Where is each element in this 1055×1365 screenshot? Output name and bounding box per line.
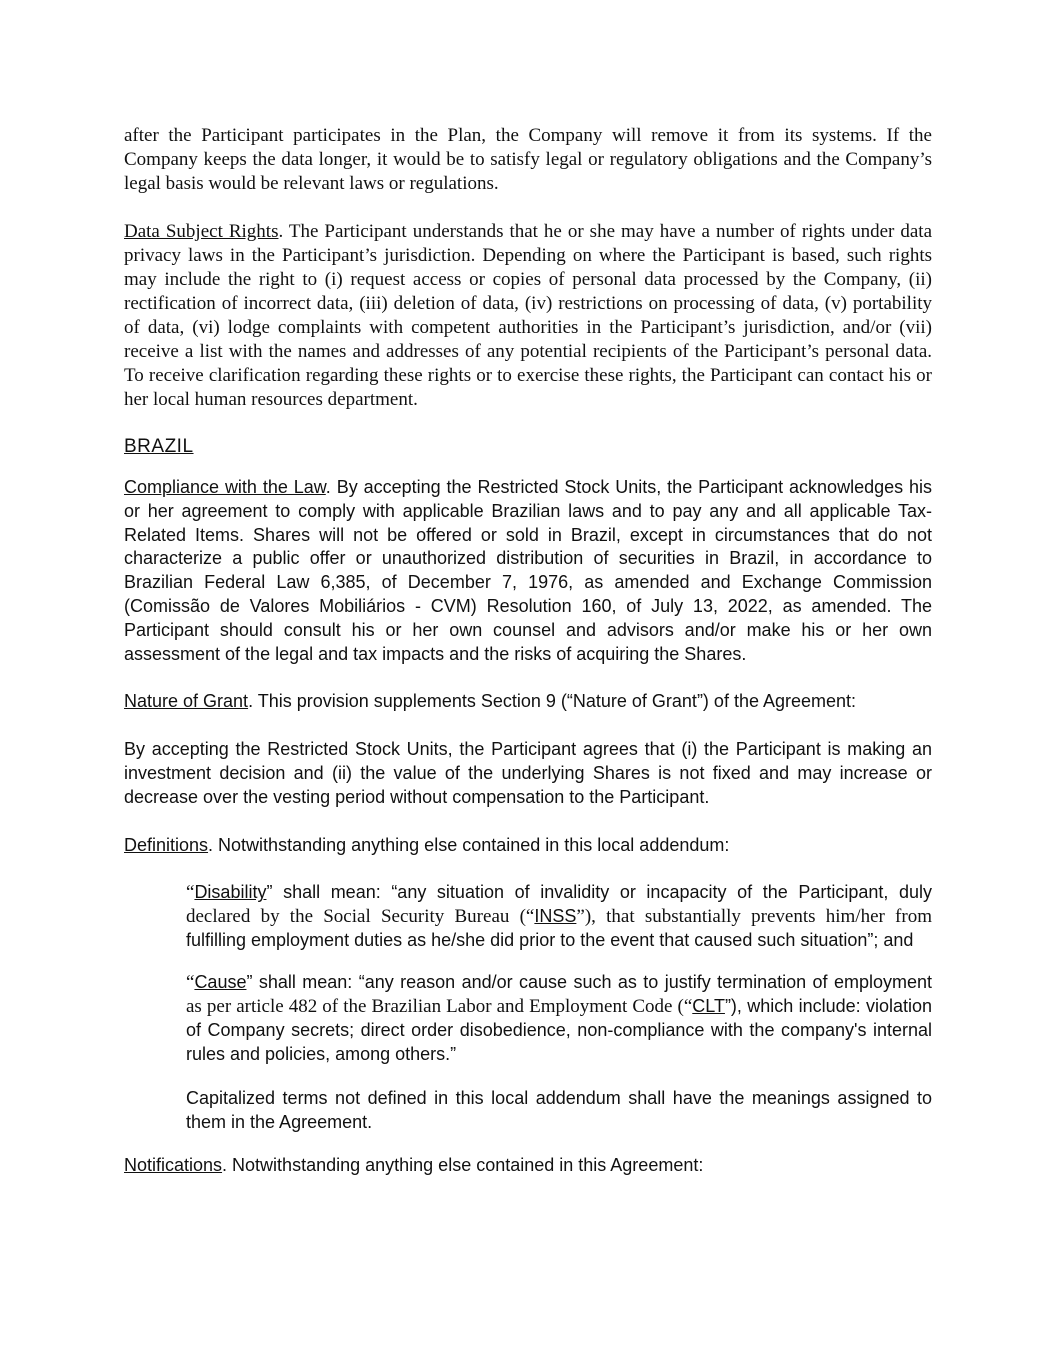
definitions-body: . Notwithstanding anything else contained in this local addendum: bbox=[208, 834, 730, 855]
nature-of-grant-body: . This provision supplements Section 9 (“Nature of Grant”) of the Agreement: bbox=[248, 691, 857, 712]
data-subject-rights-paragraph bbox=[124, 220, 932, 412]
data-subject-rights-title: Data Subject Rights bbox=[124, 221, 279, 242]
cause-part4: violation of Company secrets; direct order disobedience, non-compliance with the company's internal rules and policies, among others.” bbox=[186, 996, 932, 1064]
disability-part1: ” shall mean: “any situation of invalidity or incapacity of the Participant, duly bbox=[266, 882, 932, 903]
definitions-paragraph bbox=[124, 834, 932, 858]
cause-definition bbox=[186, 971, 932, 1067]
disability-part3: ”), that substantially prevents him/her from bbox=[576, 906, 932, 928]
cause-part2: as per article 482 of the Brazilian Labor and Employment Code (“ bbox=[186, 996, 693, 1018]
notifications-title: Notifications bbox=[124, 1155, 223, 1176]
capitalized-terms-paragraph: Capitalized terms not defined in this local addendum shall have the meanings assigned to them in the Agreement. bbox=[186, 1087, 932, 1132]
disability-open-quote: “ bbox=[186, 882, 195, 904]
inss-term: INSS bbox=[534, 906, 577, 927]
disability-part2: declared by the Social Security Bureau (“ bbox=[186, 906, 535, 928]
compliance-title: Compliance with the Law bbox=[124, 477, 326, 497]
investment-paragraph: By accepting the Restricted Stock Units, the Participant agrees that (i) the Participant is making an investment decision and (ii) the value of the underlying Shares is not fixed and may increase or decrease over the vesting period without compensation to the Participant. bbox=[124, 739, 932, 807]
country-heading: BRAZIL bbox=[124, 436, 194, 457]
notifications-body: . Notwithstanding anything else contained in this Agreement: bbox=[222, 1155, 704, 1176]
disability-definition bbox=[186, 881, 932, 953]
notifications-paragraph bbox=[124, 1154, 932, 1178]
cause-part3: ”), which include: bbox=[724, 996, 861, 1017]
compliance-paragraph bbox=[124, 476, 932, 666]
data-subject-rights-body: . The Participant understands that he or she may have a number of rights under data privacy laws in the Participant’s jurisdiction. Depending on where the Participant is based, such rights may include the right to (i) request access or copies of personal data processed by the Company, (ii) rectification of incorrect data, (iii) deletion of data, (iv) restrictions on processing of data, (v) portability of data, (vi) lodge complaints with competent authorities in the Participant’s jurisdiction, and/or (vii) receive a list with the names and addresses of any potential recipients of the Participant’s personal data. To receive clarification regarding these rights or to exercise these rights, the Participant can contact his or her local human resources department. bbox=[124, 221, 932, 410]
cause-part1: ” shall mean: “any reason and/or cause such as to justify termination of employment bbox=[246, 972, 932, 993]
nature-of-grant-paragraph bbox=[124, 690, 932, 714]
cause-term: Cause bbox=[194, 972, 247, 993]
definitions-title: Definitions bbox=[124, 834, 209, 855]
clt-term: CLT bbox=[692, 996, 725, 1017]
cause-open-quote: “ bbox=[186, 972, 195, 994]
document-page bbox=[124, 124, 932, 1178]
retention-paragraph: after the Participant participates in the Plan, the Company will remove it from its systems. If the Company keeps the data longer, it would be to satisfy legal or regulatory obligations and the Company’s legal basis would be relevant laws or regulations. bbox=[124, 125, 932, 194]
nature-of-grant-title: Nature of Grant bbox=[124, 691, 249, 712]
disability-part4: fulfilling employment duties as he/she did prior to the event that caused such situation”; and bbox=[186, 930, 914, 951]
disability-term: Disability bbox=[194, 882, 267, 903]
compliance-body: . By accepting the Restricted Stock Units, the Participant acknowledges his or her agreement to comply with applicable Brazilian laws and to pay any and all applicable Tax-Related Items. Shares will not be offered or sold in Brazil, except in circumstances that do not characterize a public offer or unauthorized distribution of securities in Brazil, in accordance to Brazilian Federal Law 6,385, of December 7, 1976, as amended and Exchange Commission (Comissão de Valores Mobiliários - CVM) Resolution 160, of July 13, 2022, as amended. The Participant should consult his or her own counsel and advisors and/or make his or her own assessment of the legal and tax impacts and the risks of acquiring the Shares. bbox=[124, 477, 933, 664]
